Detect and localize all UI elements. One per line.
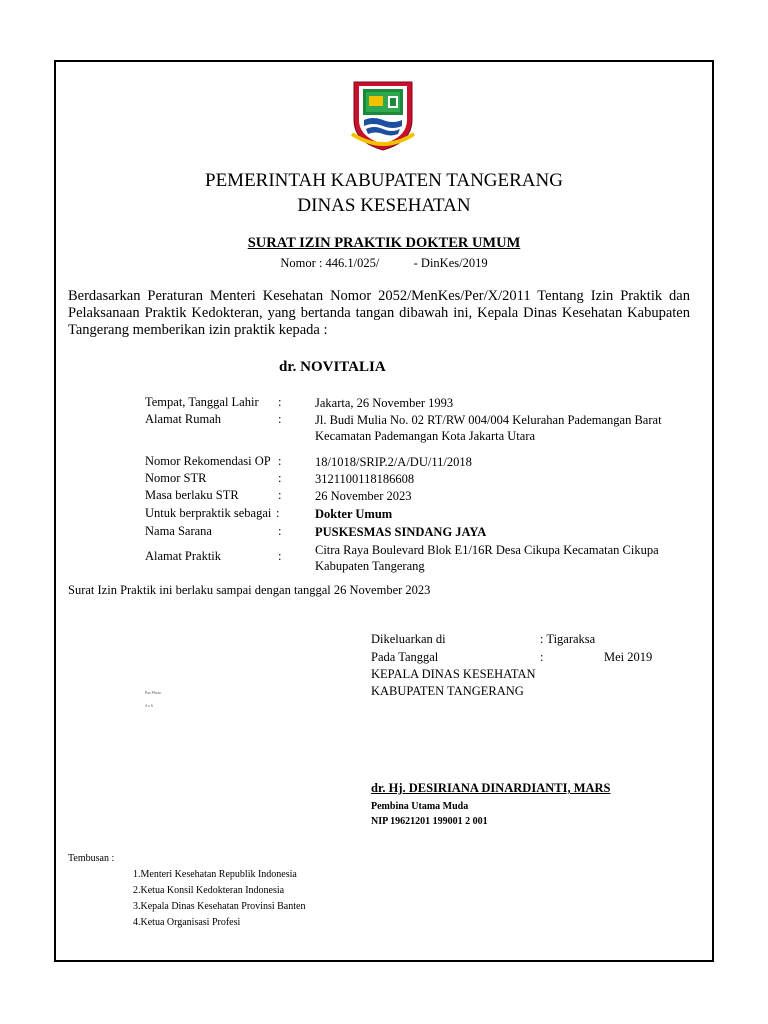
field-colon: : [278, 454, 282, 468]
field-label-op-recommendation: Nomor Rekomendasi OP [145, 454, 271, 468]
date-value: Mei 2019 [604, 650, 653, 664]
signer-name: dr. Hj. DESIRIANA DINARDIANTI, MARS [371, 781, 611, 795]
field-colon: : [276, 506, 280, 520]
field-label-facility-name: Nama Sarana [145, 524, 212, 538]
field-value-facility-name: PUSKESMAS SINDANG JAYA [315, 525, 487, 539]
field-colon: : [278, 412, 282, 426]
field-colon: : [278, 549, 282, 563]
field-value-practice-as: Dokter Umum [315, 507, 393, 521]
field-colon: : [278, 395, 282, 409]
field-value-str-number: 3121100118186608 [315, 472, 415, 486]
letter-title: SURAT IZIN PRAKTIK DOKTER UMUM [247, 235, 521, 251]
government-heading: PEMERINTAH KABUPATEN TANGERANG [205, 170, 563, 191]
field-label-str-validity: Masa berlaku STR [145, 488, 239, 502]
date-label: Pada Tanggal [371, 650, 439, 664]
cc-item: 2.Ketua Konsil Kedokteran Indonesia [133, 885, 285, 896]
signer-nip: NIP 19621201 199001 2 001 [371, 816, 488, 827]
field-value-str-validity: 26 November 2023 [315, 489, 412, 503]
validity-statement: Surat Izin Praktik ini berlaku sampai dengan tanggal 26 November 2023 [68, 583, 431, 597]
field-value-practice-address: Citra Raya Boulevard Blok E1/16R Desa Cikupa Kecamatan Cikupa Kabupaten Tangerang [315, 543, 659, 573]
cc-item: 4.Ketua Organisasi Profesi [133, 917, 241, 928]
field-label-practice-as: Untuk berpraktik sebagai [145, 506, 272, 520]
field-colon: : [278, 524, 282, 538]
field-label-birth: Tempat, Tanggal Lahir [145, 395, 259, 409]
field-colon: : [278, 471, 282, 485]
cc-item: 1.Menteri Kesehatan Republik Indonesia [133, 869, 297, 880]
letter-number-suffix: - DinKes/2019 [413, 256, 488, 270]
date-colon: : [540, 650, 544, 664]
field-label-str-number: Nomor STR [145, 471, 207, 485]
field-value-home-address: Jl. Budi Mulia No. 02 RT/RW 004/004 Kelurahan Pademangan Barat Kecamatan Pademangan Kota Jakarta Utara [315, 413, 662, 443]
signer-rank: Pembina Utama Muda [371, 801, 469, 812]
field-value-op-recommendation: 18/1018/SRIP.2/A/DU/11/2018 [315, 455, 472, 469]
letter-number [0, 256, 768, 271]
cc-heading: Tembusan : [68, 853, 115, 864]
office-title-line1: KEPALA DINAS KESEHATAN [371, 667, 536, 681]
field-label-practice-address: Alamat Praktik [145, 549, 222, 563]
field-value-birth: Jakarta, 26 November 1993 [315, 396, 454, 410]
department-heading: DINAS KESEHATAN [297, 195, 471, 216]
issued-at-value: : Tigaraksa [540, 632, 596, 646]
field-colon: : [278, 488, 282, 502]
field-label-home-address: Alamat Rumah [145, 412, 222, 426]
intro-paragraph: Berdasarkan Peraturan Menteri Kesehatan Nomor 2052/MenKes/Per/X/2011 Tentang Izin Praktik dan Pelaksanaan Praktik Kedokteran, yang bertanda tangan dibawah ini, Kepala Dinas Kesehatan Kabupaten Tangerang memberikan izin praktik kepada : [68, 288, 690, 338]
photo-size: 4 x 6 [145, 703, 153, 708]
cc-item: 3.Kepala Dinas Kesehatan Provinsi Banten [133, 901, 306, 912]
issued-at-label: Dikeluarkan di [371, 632, 446, 646]
office-title-line2: KABUPATEN TANGERANG [371, 684, 524, 698]
photo-caption: Pas Photo [145, 690, 161, 695]
doctor-name: dr. NOVITALIA [279, 359, 386, 375]
kabupaten-tangerang-crest-icon [346, 76, 420, 152]
letter-number-prefix: Nomor : 446.1/025/ [280, 256, 380, 270]
